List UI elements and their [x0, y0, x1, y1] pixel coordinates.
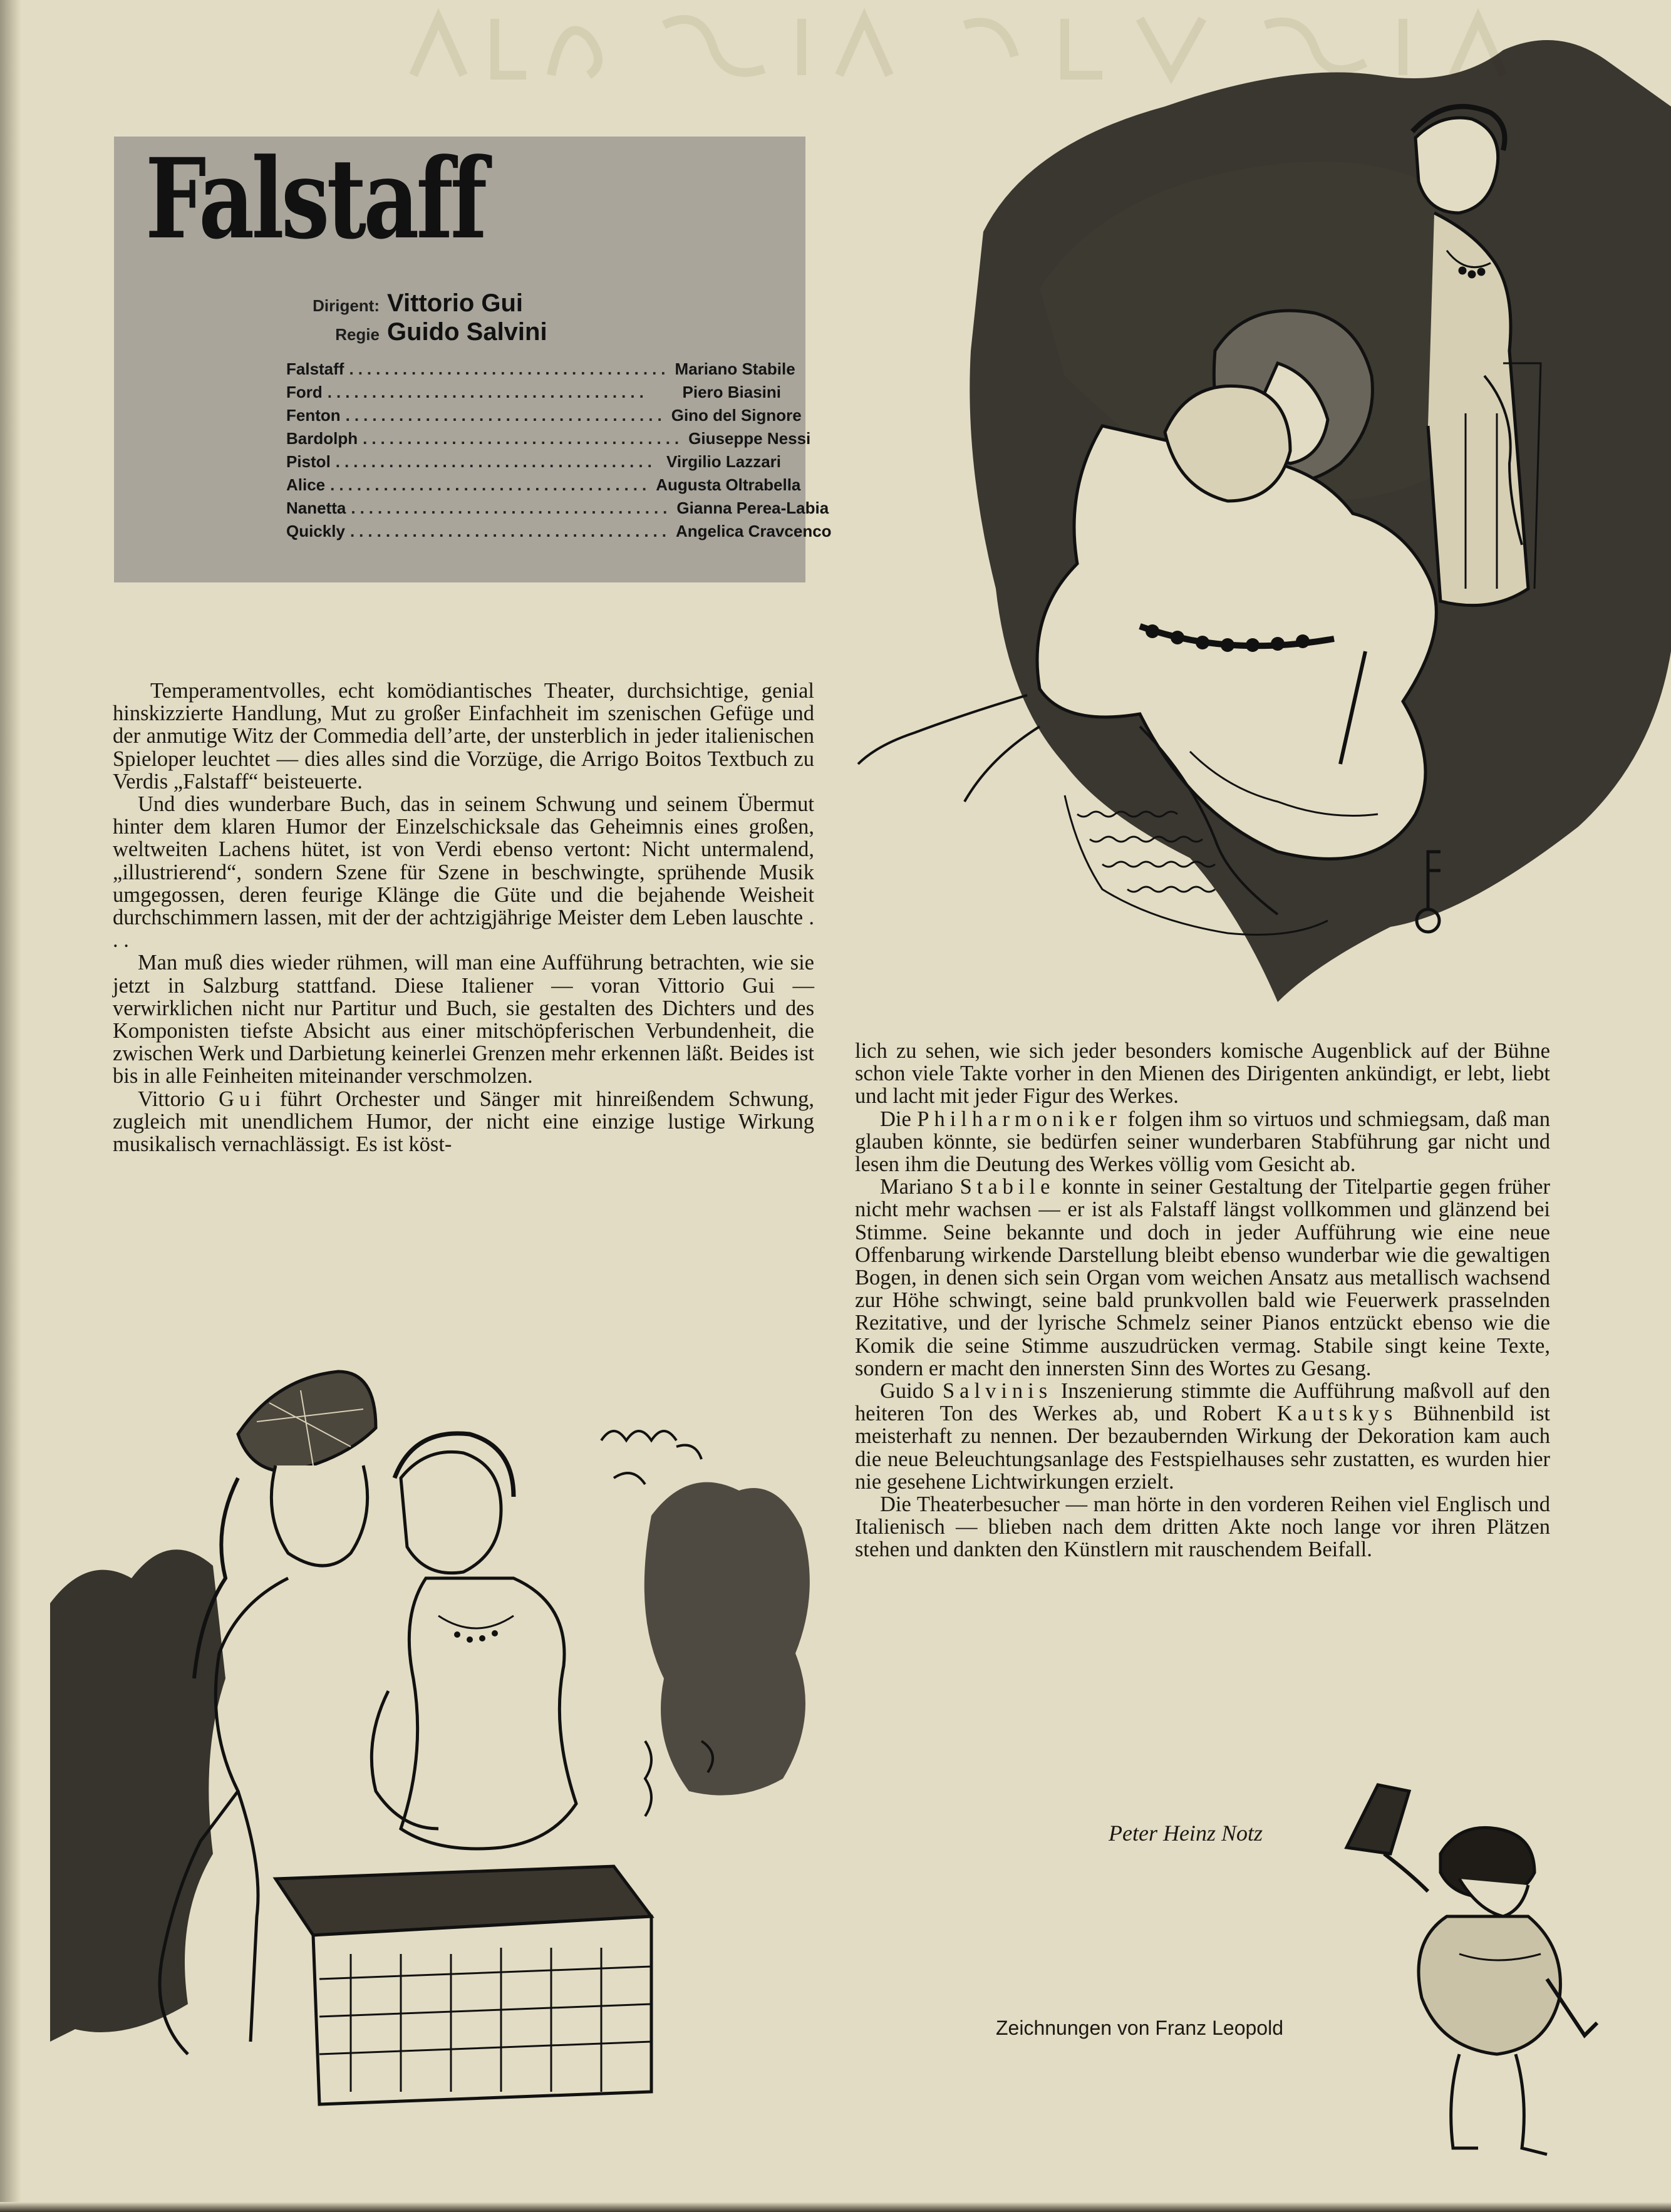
cast-row: [286, 522, 832, 545]
opera-title: Falstaff: [145, 134, 485, 264]
text-run: Guido: [880, 1379, 943, 1403]
credit-role: Regie: [335, 325, 380, 344]
cast-singer: Gino del Signore: [671, 406, 802, 425]
article-paragraph: Die Theaterbesucher — man hörte in den vorderen Reihen viel Englisch und Italienisch — blieben nach dem dritten Akte noch lange vor ihren Plätzen stehen und dankten den Künstlern mit rauschendem Beifall.: [855, 1492, 1550, 1562]
text-run: führt Orchester und Sänger mit hinreißendem Schwung, zugleich mit unendlichem Humor, der nicht eine einzige lustige Wirkung musikalisch vernachlässigt. Es ist köst-: [113, 1087, 814, 1157]
cast-role: Bardolph: [286, 429, 358, 448]
article-paragraph: [855, 1176, 1550, 1380]
spaced-name: Philharmoniker: [917, 1107, 1122, 1131]
cast-role: Pistol: [286, 452, 331, 471]
credit-role: Dirigent:: [313, 296, 380, 315]
page-bottom-edge: [0, 2202, 1671, 2212]
leader-dots: ....................................: [363, 429, 684, 448]
leader-dots: ....................................: [335, 452, 656, 471]
cast-box: [114, 134, 832, 582]
text-run: Inszenierung stimmte die Aufführung maßvoll auf den heiteren Ton des Werkes ab, und Robert: [855, 1379, 1551, 1426]
article-paragraph: Temperamentvolles, echt komödiantisches Theater, durchsichtige, genial hinskizzierte Handlung, Mut zu großer Einfachheit im szenischen Gefüge und der anmutige Witz der Commedia dell’arte, der unsterblich in jeder italienischen Spieloper leuchtet — dies alles sind die Vorzüge, die Arrigo Boitos Textbuch zu Verdis „Falstaff“ beisteuerte.: [113, 679, 814, 793]
cast-role: Nanetta: [286, 499, 346, 517]
credit-conductor: [288, 289, 523, 318]
cast-role: Falstaff: [286, 359, 344, 378]
credit-name: Guido Salvini: [387, 318, 547, 346]
cast-role: Ford: [286, 383, 323, 401]
spaced-name: Stabile: [960, 1175, 1055, 1199]
spaced-name: Kautskys: [1276, 1402, 1398, 1426]
illustration-small-falstaff: [1334, 1772, 1603, 2173]
leader-dots: ....................................: [349, 359, 670, 378]
cast-row: [286, 359, 795, 383]
text-run: konnte in seiner Gestaltung der Titelpartie gegen früher nicht mehr wachsen — er ist als Falstaff längst vollkommen und glänzend bei Stimme. Seine bekannte und doch in jeder Aufführung wie eine neue Offenbarung wirkende Darstellung bleibt ebenso wunderbar wie die gewaltigen Bogen, in denen sich sein Organ vom weichen Ansatz aus metallisch wachsend zur Höhe schwingt, seine bald prunkvollen bald wie Feuerwerk prasselnden Rezitative, und der lyrische Schmelz seiner Pianos entzückt ebenso wie die Komik die seine Stimme auszudrücken vermag. Stabile singt keine Texte, sondern er macht den innersten Sinn des Wortes zu Gesang.: [855, 1175, 1550, 1380]
cast-role: Alice: [286, 475, 326, 494]
cast-singer: Mariano Stabile: [675, 359, 795, 378]
credit-director: [288, 318, 547, 346]
credit-name: Vittorio Gui: [387, 289, 524, 317]
spaced-name: Gui: [219, 1087, 266, 1111]
article-paragraph: lich zu sehen, wie sich jeder besonders komische Augenblick auf der Bühne schon viele Takte vorher in den Mienen des Dirigenten ankündigt, er lebt, liebt und lacht mit jeder Figur des Werkes.: [855, 1039, 1550, 1109]
text-run: folgen ihm so virtuos und schmiegsam, daß man glauben könnte, sie bedürfen seiner wunderbaren Stabführung gar nicht und lesen ihm die Deutung des Werkes völlig vom Gesicht ab.: [855, 1107, 1550, 1177]
cast-singer: Augusta Oltrabella: [656, 475, 801, 494]
text-run: Die: [880, 1107, 918, 1131]
cast-singer: Virgilio Lazzari: [666, 452, 781, 471]
cast-role: Quickly: [286, 522, 345, 540]
leader-dots: ....................................: [351, 499, 672, 517]
cast-singer: Giuseppe Nessi: [688, 429, 811, 448]
text-run: Bühnenbild ist meisterhaft zu nennen. Der bezaubernden Wirkung der Dekoration kam auch die neue Beleuchtungsanlage des Festspielhauses sehr zustatten, es wurden hier nie gesehene Lichtwirkungen erzielt.: [855, 1402, 1550, 1494]
cast-row: [286, 475, 801, 499]
cast-row: [286, 452, 781, 475]
article-paragraph: [855, 1108, 1550, 1176]
cast-row: [286, 499, 829, 522]
cast-singer: Angelica Cravcenco: [676, 522, 832, 540]
page-gutter-shadow: [0, 0, 21, 2212]
cast-list: [286, 359, 832, 545]
cast-singer: Gianna Perea-Labia: [676, 499, 829, 517]
leader-dots: ....................................: [345, 406, 666, 425]
article-paragraph: Und dies wunderbare Buch, das in seinem Schwung und seinem Übermut hinter dem klaren Humor der Einzelschicksale das Geheimnis eines großen, weltweiten Lachens hütet, ist von Verdi ebenso vertont: Nicht untermalend, „illustrierend“, sondern Szene für Szene in beschwingte, sprühende Musik umgegossen, deren feurige Klänge die Güte und die bejahende Weisheit durchschimmern lassen, mit der der achtzigjährige Meister dem Leben lauschte . . .: [113, 792, 814, 953]
cast-role: Fenton: [286, 406, 341, 425]
illustration-falstaff-scene: [839, 25, 1671, 1021]
leader-dots: ....................................: [349, 522, 671, 540]
spaced-name: Salvinis: [942, 1379, 1053, 1403]
text-run: Vittorio: [138, 1087, 219, 1111]
article-left-column: [113, 680, 814, 1155]
leader-dots: ....................................: [330, 475, 651, 494]
article-paragraph: [113, 1088, 814, 1156]
article-paragraph: [855, 1380, 1550, 1493]
author-signature: Peter Heinz Notz: [1109, 1821, 1263, 1846]
cast-row: [286, 406, 802, 429]
cast-row: [286, 383, 781, 406]
text-run: Mariano: [880, 1175, 960, 1199]
illustrations-credit: Zeichnungen von Franz Leopold: [996, 2017, 1283, 2039]
cast-singer: Piero Biasini: [682, 383, 781, 401]
illustration-two-women: [50, 1353, 827, 2129]
leader-dots: ....................................: [327, 383, 648, 401]
article-right-column: [855, 1040, 1550, 1561]
cast-row: [286, 429, 811, 452]
article-paragraph: Man muß dies wieder rühmen, will man eine Aufführung betrachten, wie sie jetzt in Salzburg stattfand. Diese Italiener — voran Vittorio Gui — verwirklichen nicht nur Partitur und Buch, sie gestalten des Dichters und des Komponisten tiefste Absicht aus einer mitschöpferischen Verbundenheit, die zwischen Werk und Darbietung keinerlei Grenzen mehr erkennen läßt. Beides ist bis in alle Feinheiten miteinander verschmolzen.: [113, 951, 814, 1088]
